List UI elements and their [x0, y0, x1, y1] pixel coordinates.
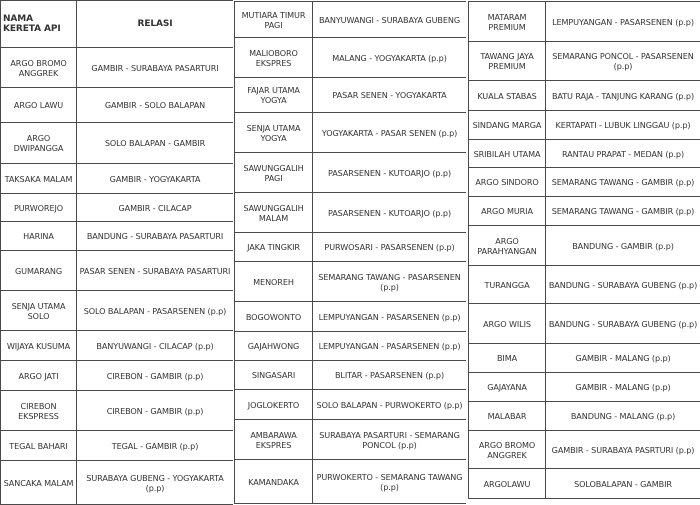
- relation-cell: BATU RAJA - TANJUNG KARANG (p.p): [546, 81, 700, 111]
- relation-cell: YOGYAKARTA - PASAR SENEN (p.p): [313, 113, 467, 153]
- train-name-cell: SAWUNGGALIH MALAM: [235, 193, 313, 233]
- relation-cell: SEMARANG TAWANG - PASARSENEN (p.p): [313, 262, 467, 302]
- train-name-cell: ARGO BROMO ANGGREK: [1, 48, 77, 88]
- table-row: [235, 460, 467, 504]
- train-name-cell: GAJAYANA: [469, 373, 546, 402]
- table-row: [1, 291, 234, 331]
- train-name-cell: TAWANG JAYA PREMIUM: [469, 42, 546, 81]
- table-row: [469, 266, 700, 304]
- relation-cell: BANDUNG - MALANG (p.p): [546, 402, 700, 431]
- table-row: [235, 193, 467, 233]
- table-row: [235, 233, 467, 262]
- relation-cell: BANDUNG - SURABAYA GUBENG (p.p): [546, 304, 700, 344]
- train-name-cell: ARGO JATI: [1, 361, 77, 391]
- relation-cell: CIREBON - GAMBIR (p.p): [77, 391, 234, 431]
- header-relation: RELASI: [77, 1, 234, 48]
- relation-cell: BANYUWANGI - SURABAYA GUBENG: [313, 2, 467, 38]
- relation-cell: MALANG - YOGYAKARTA (p.p): [313, 38, 467, 78]
- train-name-cell: ARGO PARAHYANGAN: [469, 226, 546, 266]
- table-row: [469, 81, 700, 111]
- table-header-row: [1, 1, 234, 48]
- train-name-cell: SANCAKA MALAM: [1, 461, 77, 505]
- train-name-cell: KAMANDAKA: [235, 460, 313, 504]
- train-name-cell: ARGO BROMO ANGGREK: [469, 431, 546, 469]
- table-row: [469, 168, 700, 197]
- train-name-cell: GUMARANG: [1, 251, 77, 291]
- header-train-name: NAMA KERETA API: [1, 1, 77, 48]
- table-row: [469, 469, 700, 499]
- train-name-cell: ARGO DWIPANGGA: [1, 123, 77, 164]
- relation-cell: SURABAYA GUBENG - YOGYAKARTA (p.p): [77, 461, 234, 505]
- train-name-cell: HARINA: [1, 222, 77, 251]
- table-row: [1, 48, 234, 88]
- train-name-cell: WIJAYA KUSUMA: [1, 331, 77, 361]
- relation-cell: BANDUNG - SURABAYA PASARTURI: [77, 222, 234, 251]
- table-row: [1, 431, 234, 461]
- train-name-cell: SRIBILAH UTAMA: [469, 140, 546, 168]
- train-name-cell: BOGOWONTO: [235, 302, 313, 332]
- table-row: [469, 197, 700, 226]
- table-row: [1, 361, 234, 391]
- train-name-cell: GAJAHWONG: [235, 332, 313, 361]
- table-row: [235, 2, 467, 38]
- train-name-cell: JOGLOKERTO: [235, 390, 313, 420]
- table-row: [1, 331, 234, 361]
- train-table-2: [234, 1, 466, 504]
- train-name-cell: PURWOREJO: [1, 194, 77, 222]
- train-table-panel-3: [468, 1, 700, 499]
- relation-cell: RANTAU PRAPAT - MEDAN (p.p): [546, 140, 700, 168]
- table-row: [1, 391, 234, 431]
- relation-cell: BANDUNG - GAMBIR (p.p): [546, 226, 700, 266]
- table-row: [235, 302, 467, 332]
- table-row: [235, 113, 467, 153]
- relation-cell: GAMBIR - SURABAYA PASARTURI: [77, 48, 234, 88]
- relation-cell: SEMARANG TAWANG - GAMBIR (p.p): [546, 168, 700, 197]
- train-name-cell: MALABAR: [469, 402, 546, 431]
- table-row: [1, 461, 234, 505]
- table-row: [469, 431, 700, 469]
- table-row: [1, 123, 234, 164]
- relation-cell: BANYUWANGI - CILACAP (p.p): [77, 331, 234, 361]
- table-row: [235, 420, 467, 460]
- relation-cell: PURWOKERTO - SEMARANG TAWANG (p.p): [313, 460, 467, 504]
- relation-cell: KERTAPATI - LUBUK LINGGAU (p.p): [546, 111, 700, 140]
- train-name-cell: KUALA STABAS: [469, 81, 546, 111]
- relation-cell: PASARSENEN - KUTOARJO (p.p): [313, 193, 467, 233]
- train-name-cell: ARGOLAWU: [469, 469, 546, 499]
- train-name-cell: MATARAM PREMIUM: [469, 2, 546, 42]
- train-name-cell: SINGASARI: [235, 361, 313, 390]
- table-row: [469, 373, 700, 402]
- train-name-cell: ARGO LAWU: [1, 88, 77, 123]
- train-name-cell: CIREBON EKSPRESS: [1, 391, 77, 431]
- relation-cell: PASARSENEN - KUTOARJO (p.p): [313, 153, 467, 193]
- train-table-panel-1: [0, 0, 233, 505]
- relation-cell: GAMBIR - SURABAYA PASRTURI (p.p): [546, 431, 700, 469]
- table-row: [469, 402, 700, 431]
- relation-cell: BANDUNG - SURABAYA GUBENG (p.p): [546, 266, 700, 304]
- relation-cell: TEGAL - GAMBIR (p.p): [77, 431, 234, 461]
- table-row: [235, 390, 467, 420]
- relation-cell: GAMBIR - YOGYAKARTA: [77, 164, 234, 194]
- train-name-cell: BIMA: [469, 344, 546, 373]
- relation-cell: SEMARANG PONCOL - PASARSENEN (p.p): [546, 42, 700, 81]
- table-row: [235, 78, 467, 113]
- train-name-cell: MUTIARA TIMUR PAGI: [235, 2, 313, 38]
- relation-cell: BLITAR - PASARSENEN (p.p): [313, 361, 467, 390]
- relation-cell: SOLO BALAPAN - PASARSENEN (p.p): [77, 291, 234, 331]
- table-row: [1, 251, 234, 291]
- train-name-cell: SENJA UTAMA SOLO: [1, 291, 77, 331]
- table-row: [1, 164, 234, 194]
- relation-cell: PASAR SENEN - SURABAYA PASARTURI: [77, 251, 234, 291]
- table-row: [1, 222, 234, 251]
- table-row: [235, 262, 467, 302]
- train-name-cell: SINDANG MARGA: [469, 111, 546, 140]
- train-table-panel-2: [234, 1, 466, 504]
- relation-cell: LEMPUYANGAN - PASARSENEN (p.p): [546, 2, 700, 42]
- relation-cell: SOLO BALAPAN - GAMBIR: [77, 123, 234, 164]
- table-row: [235, 38, 467, 78]
- relation-cell: GAMBIR - SOLO BALAPAN: [77, 88, 234, 123]
- train-name-cell: MENOREH: [235, 262, 313, 302]
- table-row: [469, 140, 700, 168]
- relation-cell: GAMBIR - CILACAP: [77, 194, 234, 222]
- train-name-cell: MALIOBORO EKSPRES: [235, 38, 313, 78]
- train-name-cell: ARGO WILIS: [469, 304, 546, 344]
- table-row: [469, 42, 700, 81]
- train-name-cell: FAJAR UTAMA YOGYA: [235, 78, 313, 113]
- table-row: [469, 304, 700, 344]
- table-row: [235, 332, 467, 361]
- train-name-cell: SAWUNGGALIH PAGI: [235, 153, 313, 193]
- table-row: [469, 344, 700, 373]
- table-row: [1, 194, 234, 222]
- table-row: [235, 361, 467, 390]
- relation-cell: LEMPUYANGAN - PASARSENEN (p.p): [313, 302, 467, 332]
- train-table-3: [468, 1, 700, 499]
- train-name-cell: SENJA UTAMA YOGYA: [235, 113, 313, 153]
- train-name-cell: ARGO SINDORO: [469, 168, 546, 197]
- train-name-cell: AMBARAWA EKSPRES: [235, 420, 313, 460]
- train-name-cell: JAKA TINGKIR: [235, 233, 313, 262]
- train-name-cell: TAKSAKA MALAM: [1, 164, 77, 194]
- relation-cell: SOLO BALAPAN - PURWOKERTO (p.p): [313, 390, 467, 420]
- relation-cell: CIREBON - GAMBIR (p.p): [77, 361, 234, 391]
- table-row: [1, 88, 234, 123]
- train-name-cell: TEGAL BAHARI: [1, 431, 77, 461]
- table-row: [469, 2, 700, 42]
- relation-cell: LEMPUYANGAN - PASARSENEN (p.p): [313, 332, 467, 361]
- train-name-cell: ARGO MURIA: [469, 197, 546, 226]
- relation-cell: GAMBIR - MALANG (p.p): [546, 344, 700, 373]
- train-name-cell: TURANGGA: [469, 266, 546, 304]
- relation-cell: SEMARANG TAWANG - GAMBIR (p.p): [546, 197, 700, 226]
- table-row: [235, 153, 467, 193]
- table-row: [469, 226, 700, 266]
- relation-cell: GAMBIR - MALANG (p.p): [546, 373, 700, 402]
- relation-cell: SOLOBALAPAN - GAMBIR: [546, 469, 700, 499]
- table-row: [469, 111, 700, 140]
- relation-cell: PURWOSARI - PASARSENEN (p.p): [313, 233, 467, 262]
- relation-cell: PASAR SENEN - YOGYAKARTA: [313, 78, 467, 113]
- relation-cell: SURABAYA PASARTURI - SEMARANG PONCOL (p.p): [313, 420, 467, 460]
- train-table-1: [0, 0, 233, 505]
